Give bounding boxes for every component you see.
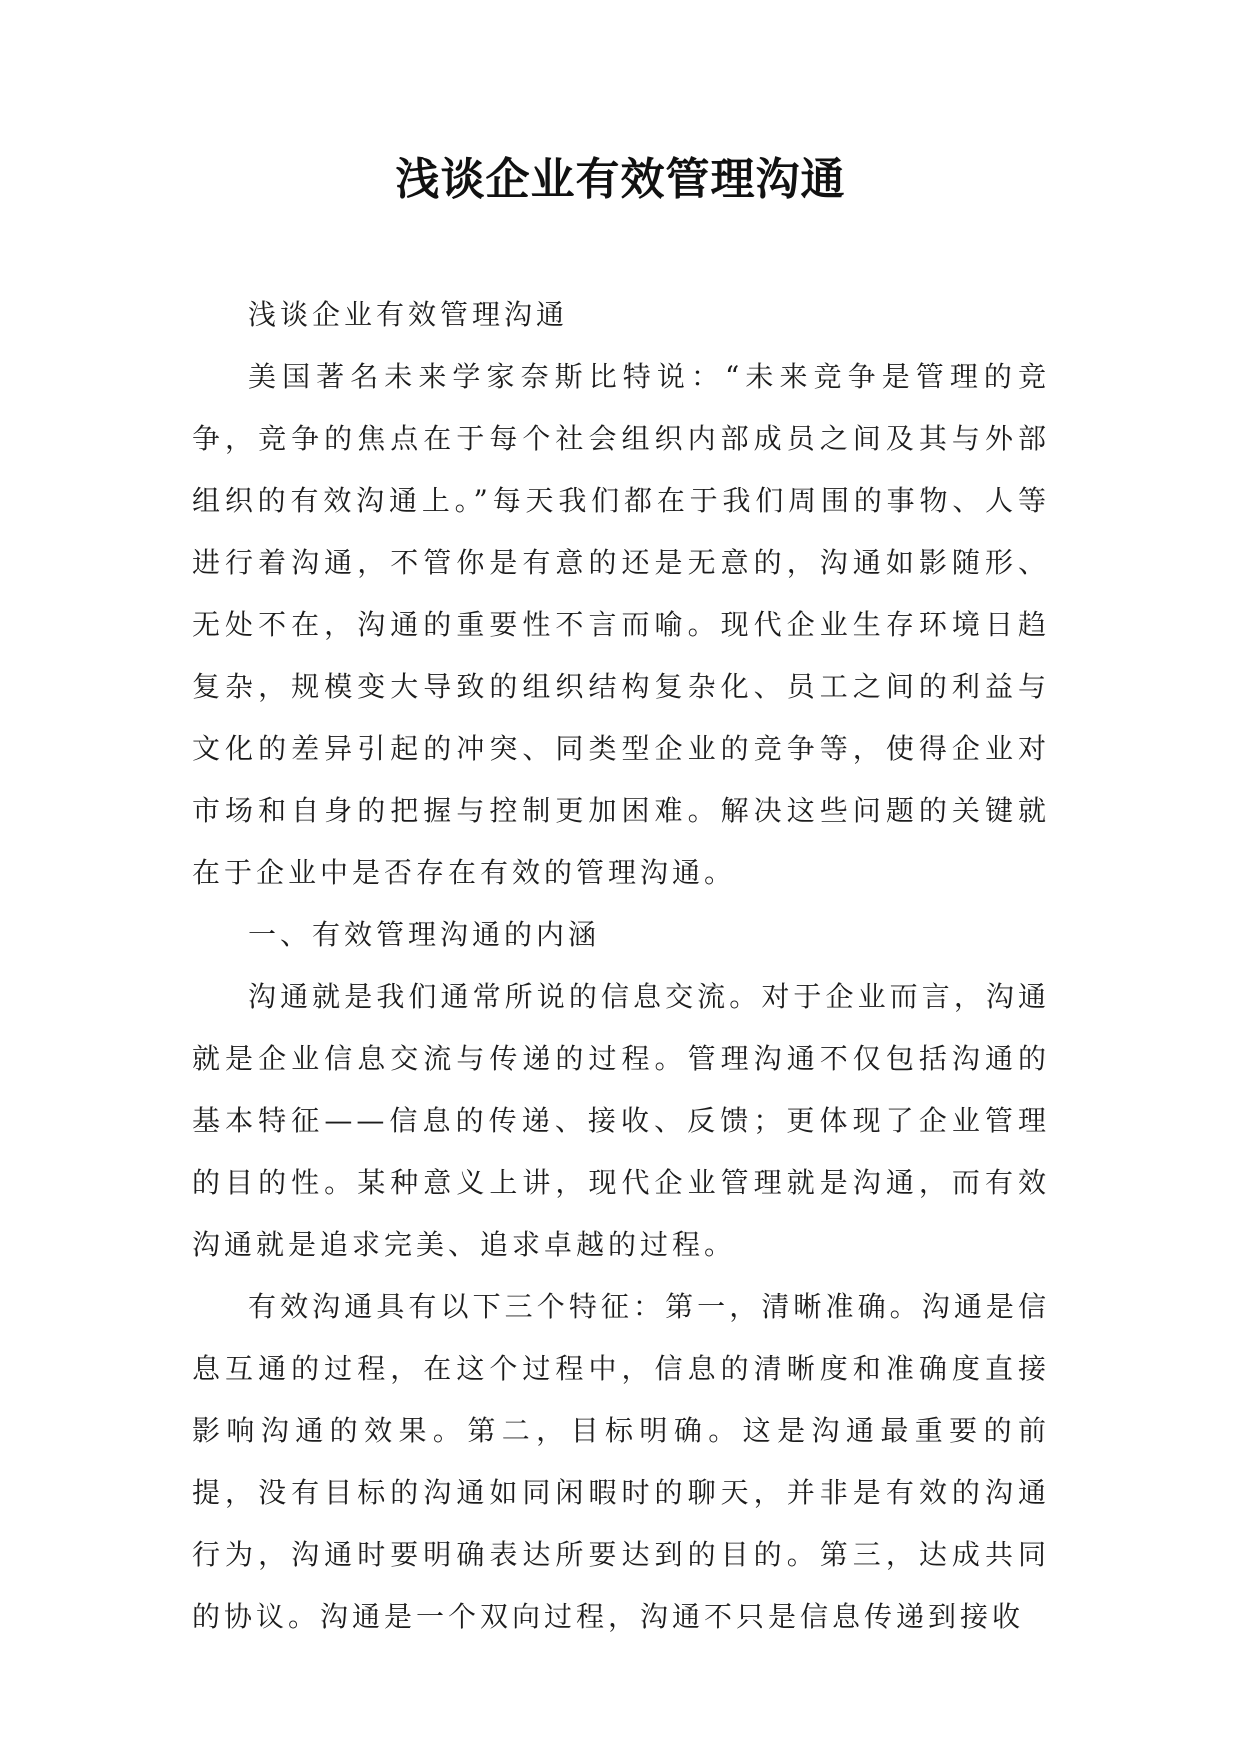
paragraph-subtitle: 浅谈企业有效管理沟通 [248, 298, 569, 331]
document-body [192, 284, 1050, 1648]
section-heading: 一、有效管理沟通的内涵 [248, 918, 601, 951]
document-title: 浅谈企业有效管理沟通 [395, 154, 846, 205]
paragraph-definition: 沟通就是我们通常所说的信息交流。对于企业而言，沟通就是企业信息交流与传递的过程。管理沟通不仅包括沟通的基本特征——信息的传递、接收、反馈；更体现了企业管理的目的性。某种意义上讲，现代企业管理就是沟通，而有效沟通就是追求完美、追求卓越的过程。 [192, 980, 1050, 1261]
paragraph-characteristics: 有效沟通具有以下三个特征：第一，清晰准确。沟通是信息互通的过程，在这个过程中，信息的清晰度和准确度直接影响沟通的效果。第二，目标明确。这是沟通最重要的前提，没有目标的沟通如同闲暇时的聊天，并非是有效的沟通行为，沟通时要明确表达所要达到的目的。第三，达成共同的协议。沟通是一个双向过程，沟通不只是信息传递到接收 [192, 1290, 1050, 1633]
paragraph-introduction: 美国著名未来学家奈斯比特说：“未来竞争是管理的竞争，竞争的焦点在于每个社会组织内部成员之间及其与外部组织的有效沟通上。”每天我们都在于我们周围的事物、人等进行着沟通，不管你是有意的还是无意的，沟通如影随形、无处不在，沟通的重要性不言而喻。现代企业生存环境日趋复杂，规模变大导致的组织结构复杂化、员工之间的利益与文化的差异引起的冲突、同类型企业的竞争等，使得企业对市场和自身的把握与控制更加困难。解决这些问题的关键就在于企业中是否存在有效的管理沟通。 [192, 360, 1050, 889]
